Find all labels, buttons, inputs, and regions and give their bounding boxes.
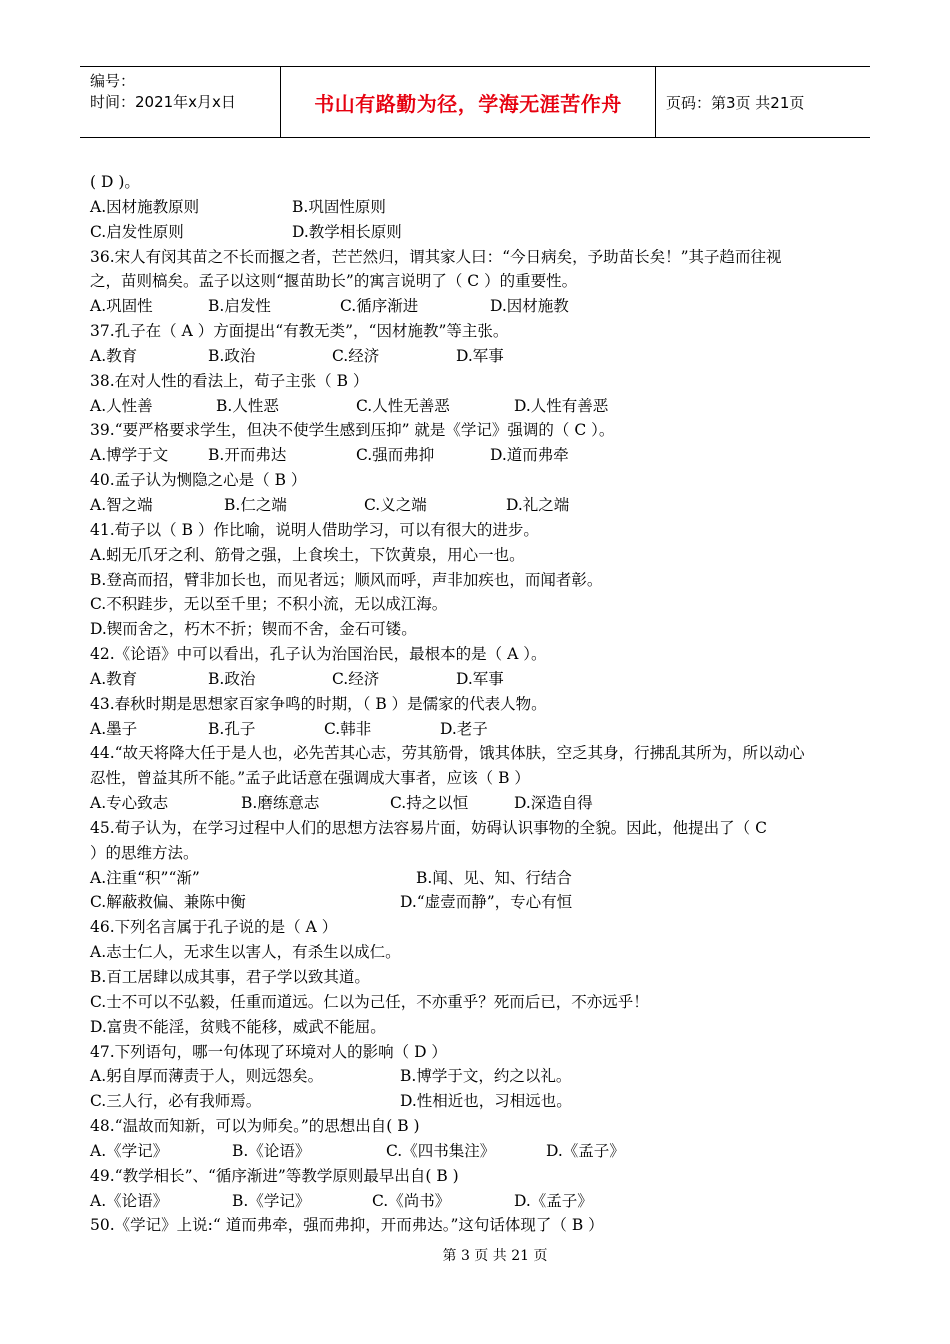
text-line: 之，苗则槁矣。孟子以这则“揠苗助长”的寓言说明了（ C ）的重要性。 (90, 272, 578, 291)
text-line: B.登高而招，臂非加长也，而见者远；顺风而呼，声非加疾也，而闻者彰。 (90, 570, 603, 589)
answer-option: A.智之端 (90, 495, 153, 514)
option-row (90, 220, 870, 245)
answer-option: D.老子 (440, 719, 488, 738)
text-line: C.不积跬步，无以至千里；不积小流，无以成江海。 (90, 595, 448, 614)
text-line: 忍性，曾益其所不能。”孟子此话意在强调成大事者，应该（ B ） (90, 769, 530, 788)
text-line: 38.在对人性的看法上，荀子主张（ B ） (90, 371, 369, 390)
answer-option: B.政治 (208, 669, 256, 688)
answer-option: C.经济 (332, 669, 380, 688)
header-meta (80, 67, 281, 137)
option-row (90, 1189, 870, 1214)
answer-option: B.启发性 (208, 297, 271, 316)
answer-option: C.三人行，必有我师焉。 (90, 1092, 262, 1111)
answer-option: A.博学于文 (90, 446, 169, 465)
answer-option: A.巩固性 (90, 297, 153, 316)
answer-option: B.博学于文，约之以礼。 (400, 1067, 572, 1086)
answer-option: C.强而弗抑 (356, 446, 435, 465)
text-line: 47.下列语句，哪一句体现了环境对人的影响（ D ） (90, 1042, 447, 1061)
option-row (90, 1139, 870, 1164)
option-row (90, 443, 870, 468)
answer-option: D.“虚壹而静”，专心有恒 (400, 893, 573, 912)
answer-option: A.躬自厚而薄责于人，则远怨矣。 (90, 1067, 324, 1086)
answer-option: A.教育 (90, 346, 138, 365)
answer-option: B.政治 (208, 346, 256, 365)
answer-option: C.持之以恒 (390, 794, 469, 813)
answer-option: D.礼之端 (506, 495, 570, 514)
option-row (90, 344, 870, 369)
answer-option: D.因材施教 (490, 297, 569, 316)
option-row (90, 493, 870, 518)
answer-option: D.军事 (456, 346, 504, 365)
page-footer: 第 3 页 共 21 页 (442, 1248, 548, 1264)
answer-option: A.人性善 (90, 396, 153, 415)
header-page-info: 页码：第3页 共21页 (666, 93, 805, 112)
text-line: 43.春秋时期是思想家百家争鸣的时期，（ B ）是儒家的代表人物。 (90, 694, 547, 713)
answer-option: D.性相近也，习相远也。 (400, 1092, 572, 1111)
answer-option: C.经济 (332, 346, 380, 365)
text-line: 45.荀子认为，在学习过程中人们的思想方法容易片面，妨碍认识事物的全貌。因此，他提出了（ C (90, 818, 767, 837)
text-line: 41.荀子以（ B ）作比喻，说明人借助学习，可以有很大的进步。 (90, 520, 539, 539)
answer-option: A.《学记》 (90, 1141, 169, 1160)
text-line: D.富贵不能淫，贫贱不能移，威武不能屈。 (90, 1017, 386, 1036)
answer-option: C.解蔽救偏、兼陈中衡 (90, 893, 246, 912)
text-line: 48.“温故而知新，可以为师矣。”的思想出自( B ) (90, 1117, 420, 1136)
header-motto: 书山有路勤为径，学海无涯苦作舟 (281, 67, 656, 137)
answer-option: A.注重“积”“渐” (90, 868, 200, 887)
text-line: 44.“故天将降大任于是人也，必先苦其心志，劳其筋骨，饿其体肤，空乏其身，行拂乱其所为，所以动心 (90, 744, 805, 763)
answer-option: B.《学记》 (232, 1191, 311, 1210)
text-line: 39.“要严格要求学生，但决不使学生感到压抑” 就是《学记》强调的（ C ）。 (90, 421, 615, 440)
option-row (90, 1089, 870, 1114)
text-line: C.士不可以不弘毅，任重而道远。仁以为己任，不亦重乎？死而后已，不亦远乎！ (90, 992, 649, 1011)
text-line: A.蚓无爪牙之利、筋骨之强，上食埃土，下饮黄泉，用心一也。 (90, 545, 525, 564)
answer-option: C.义之端 (364, 495, 427, 514)
answer-option: B.孔子 (208, 719, 256, 738)
text-line: 36.宋人有闵其苗之不长而揠之者，芒芒然归，谓其家人曰：“今日病矣，予助苗长矣！”其子趋而往视 (90, 247, 782, 266)
answer-option: C.韩非 (324, 719, 372, 738)
answer-option: B.开而弗达 (208, 446, 287, 465)
text-line: ）的思维方法。 (90, 843, 199, 862)
answer-option: C.《尚书》 (372, 1191, 451, 1210)
text-line: 50.《学记》上说:“ 道而弗牵，强而弗抑，开而弗达。”这句话体现了（ B ） (90, 1216, 604, 1235)
answer-option: B.磨练意志 (241, 794, 320, 813)
answer-option: D.深造自得 (514, 794, 593, 813)
option-row (90, 717, 870, 742)
text-line: 40.孟子认为恻隐之心是（ B ） (90, 471, 307, 490)
answer-option: B.人性恶 (216, 396, 279, 415)
text-line: 49.“教学相长”、“循序渐进”等教学原则最早出自( B ) (90, 1166, 459, 1185)
option-row (90, 394, 870, 419)
option-row (90, 890, 870, 915)
text-line: D.锲而舍之，朽木不折；锲而不舍，金石可镂。 (90, 620, 417, 639)
option-row (90, 791, 870, 816)
text-line: B.百工居肆以成其事，君子学以致其道。 (90, 968, 370, 986)
text-line: A.志士仁人，无求生以害人，有杀生以成仁。 (90, 943, 401, 962)
answer-option: D.军事 (456, 669, 504, 688)
answer-option: A.教育 (90, 669, 138, 688)
answer-option: B.闻、见、知、行结合 (416, 868, 572, 887)
answer-option: D.教学相长原则 (292, 222, 402, 241)
doc-number-label: 编号： (90, 72, 136, 90)
answer-option: B.《论语》 (232, 1141, 311, 1160)
answer-option: C.启发性原则 (90, 222, 184, 241)
text-line: 46.下列名言属于孔子说的是（ A ） (90, 918, 338, 937)
document-body (90, 170, 870, 1238)
answer-option: D.《孟子》 (514, 1191, 593, 1210)
answer-option: D.《孟子》 (546, 1141, 625, 1160)
answer-option: A.《论语》 (90, 1191, 169, 1210)
answer-option: A.墨子 (90, 719, 138, 738)
option-row (90, 195, 870, 220)
answer-option: B.仁之端 (224, 495, 287, 514)
text-line: ( D )。 (90, 173, 140, 191)
answer-option: C.《四书集注》 (386, 1141, 496, 1160)
text-line: 42.《论语》中可以看出，孔子认为治国治民，最根本的是（ A ）。 (90, 645, 547, 664)
answer-option: C.循序渐进 (340, 297, 419, 316)
answer-option: A.专心致志 (90, 794, 169, 813)
option-row (90, 667, 870, 692)
option-row (90, 294, 870, 319)
answer-option: D.道而弗牵 (490, 446, 569, 465)
answer-option: C.人性无善恶 (356, 396, 450, 415)
doc-time-label: 时间：2021年x月x日 (90, 93, 236, 111)
answer-option: A.因材施教原则 (90, 197, 200, 216)
option-row (90, 1064, 870, 1089)
option-row (90, 866, 870, 891)
answer-option: B.巩固性原则 (292, 197, 386, 216)
page-header (80, 66, 870, 138)
answer-option: D.人性有善恶 (514, 396, 609, 415)
text-line: 37.孔子在（ A ）方面提出“有教无类”，“因材施教”等主张。 (90, 322, 509, 341)
